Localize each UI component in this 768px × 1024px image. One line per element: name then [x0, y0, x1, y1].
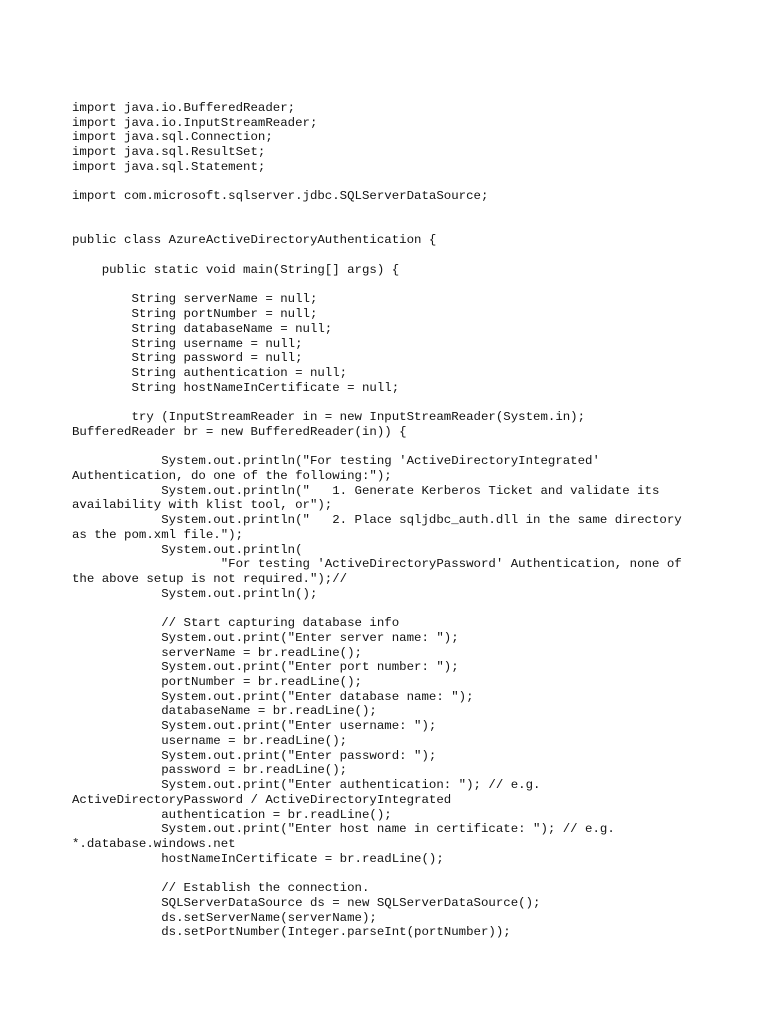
code-line: System.out.println("For testing 'ActiveDirectoryIntegrated': [72, 454, 600, 469]
code-line: ds.setPortNumber(Integer.parseInt(portNumber));: [72, 925, 511, 940]
code-line: // Start capturing database info: [72, 616, 400, 631]
code-line: databaseName = br.readLine();: [72, 704, 377, 719]
code-line: import java.sql.Connection;: [72, 130, 273, 145]
code-line: as the pom.xml file.");: [72, 527, 244, 542]
code-line: [72, 440, 732, 455]
code-line: [72, 395, 732, 410]
code-line: // Establish the connection.: [72, 881, 370, 896]
code-line: String hostNameInCertificate = null;: [72, 380, 400, 395]
code-line: [72, 204, 732, 219]
code-line: [72, 175, 732, 190]
code-line: import java.sql.Statement;: [72, 159, 266, 174]
code-line: System.out.println();: [72, 586, 318, 601]
code-line: String username = null;: [72, 336, 303, 351]
code-line: String portNumber = null;: [72, 307, 318, 322]
code-line: [72, 601, 732, 616]
code-line: System.out.print("Enter port number: ");: [72, 660, 459, 675]
code-line: import java.sql.ResultSet;: [72, 145, 266, 160]
code-line: System.out.print("Enter authentication: "); // e.g.: [72, 778, 541, 793]
code-line: String databaseName = null;: [72, 321, 333, 336]
code-line: username = br.readLine();: [72, 733, 348, 748]
code-line: System.out.println(" 1. Generate Kerberos Ticket and validate its: [72, 483, 660, 498]
code-line: public static void main(String[] args) {: [72, 262, 400, 277]
code-line: password = br.readLine();: [72, 763, 348, 778]
code-line: [72, 248, 732, 263]
code-line: System.out.print("Enter password: ");: [72, 748, 437, 763]
code-line: BufferedReader br = new BufferedReader(in)) {: [72, 424, 407, 439]
code-line: String authentication = null;: [72, 365, 348, 380]
code-line: SQLServerDataSource ds = new SQLServerDataSource();: [72, 895, 541, 910]
code-line: ActiveDirectoryPassword / ActiveDirectoryIntegrated: [72, 792, 452, 807]
code-line: public class AzureActiveDirectoryAuthentication {: [72, 233, 437, 248]
code-line: the above setup is not required.");//: [72, 572, 348, 586]
code-line: Authentication, do one of the following:");: [72, 468, 392, 483]
code-line: [72, 219, 732, 234]
code-line: [72, 866, 732, 881]
code-line: System.out.print("Enter username: ");: [72, 719, 437, 734]
code-line: String serverName = null;: [72, 292, 318, 307]
code-line: ds.setServerName(serverName);: [72, 910, 377, 925]
code-line: *.database.windows.net: [72, 836, 236, 851]
code-line: System.out.print("Enter database name: ");: [72, 689, 474, 704]
code-line: System.out.print("Enter server name: ");: [72, 630, 459, 645]
code-line: portNumber = br.readLine();: [72, 675, 362, 690]
code-line: availability with klist tool, or");: [72, 498, 333, 513]
code-line: System.out.println(" 2. Place sqljdbc_auth.dll in the same directory: [72, 513, 682, 528]
code-listing: [72, 101, 732, 940]
code-line: System.out.print("Enter host name in certificate: "); // e.g.: [72, 822, 615, 837]
code-line: String password = null;: [72, 351, 303, 366]
code-line: authentication = br.readLine();: [72, 807, 392, 822]
code-line: try (InputStreamReader in = new InputStreamReader(System.in);: [72, 410, 586, 425]
code-line: System.out.println(: [72, 542, 303, 557]
code-line: import java.io.BufferedReader;: [72, 101, 296, 115]
code-line: import com.microsoft.sqlserver.jdbc.SQLServerDataSource;: [72, 189, 489, 204]
code-line: serverName = br.readLine();: [72, 645, 362, 660]
code-line: [72, 278, 732, 293]
code-line: import java.io.InputStreamReader;: [72, 115, 318, 130]
code-line: hostNameInCertificate = br.readLine();: [72, 851, 444, 866]
code-line: "For testing 'ActiveDirectoryPassword' Authentication, none of: [72, 557, 682, 572]
